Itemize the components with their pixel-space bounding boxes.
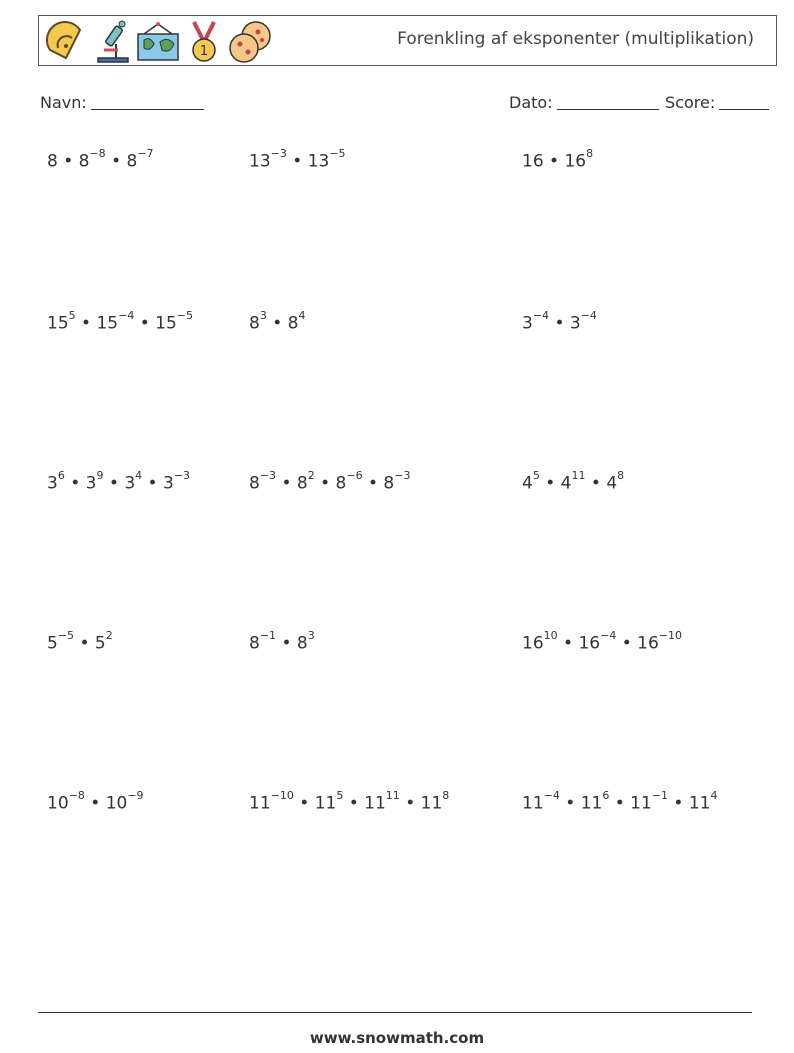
date-label: Dato: [509, 93, 553, 112]
name-label: Navn: [40, 93, 87, 112]
problem-5-1: $10^{-8}$ • $10^{-9}$ [47, 789, 144, 814]
score-label: Score: [665, 93, 716, 112]
problem-5-3: $11^{-4}$ • $11^6$ • $11^{-1}$ • $11^4$ [522, 789, 718, 814]
svg-text:1: 1 [199, 44, 209, 59]
problem-3-2: $8^{-3}$ • $8^2$ • $8^{-6}$ • $8^{-3}$ [249, 469, 411, 494]
score-field [665, 93, 769, 112]
cookie-icon [228, 20, 272, 64]
microscope-icon [90, 20, 134, 64]
date-field [509, 93, 659, 112]
map-icon [136, 20, 180, 64]
problem-3-3: $4^5$ • $4^{11}$ • $4^8$ [522, 469, 625, 494]
footer-divider [38, 1012, 752, 1013]
problem-1-2: $13^{-3}$ • $13^{-5}$ [249, 147, 346, 172]
problem-4-2: $8^{-1}$ • $8^3$ [249, 629, 315, 654]
date-blank[interactable] [557, 93, 659, 110]
name-field [40, 93, 204, 112]
page-title: Forenkling af eksponenter (multiplikation) [397, 29, 754, 49]
problem-5-2: $11^{-10}$ • $11^5$ • $11^{11}$ • $11^8$ [249, 789, 450, 814]
problem-1-3: 16 • $16^8$ [522, 147, 594, 172]
problem-4-3: $16^{10}$ • $16^{-4}$ • $16^{-10}$ [522, 629, 683, 654]
score-blank[interactable] [719, 93, 769, 110]
protractor-icon [44, 20, 88, 64]
footer-site: www.snowmath.com [309, 1029, 485, 1047]
name-blank[interactable] [91, 93, 204, 110]
problem-4-1: $5^{-5}$ • $5^2$ [47, 629, 113, 654]
medal-icon [182, 20, 226, 64]
problem-3-1: $3^6$ • $3^9$ • $3^4$ • $3^{-3}$ [47, 469, 191, 494]
problem-2-3: $3^{-4}$ • $3^{-4}$ [522, 309, 597, 334]
worksheet-header [38, 15, 777, 66]
problem-2-2: $8^3$ • $8^4$ [249, 309, 306, 334]
problem-2-1: $15^5$ • $15^{-4}$ • $15^{-5}$ [47, 309, 194, 334]
problem-1-1: 8 • $8^{-8}$ • $8^{-7}$ [47, 147, 154, 172]
